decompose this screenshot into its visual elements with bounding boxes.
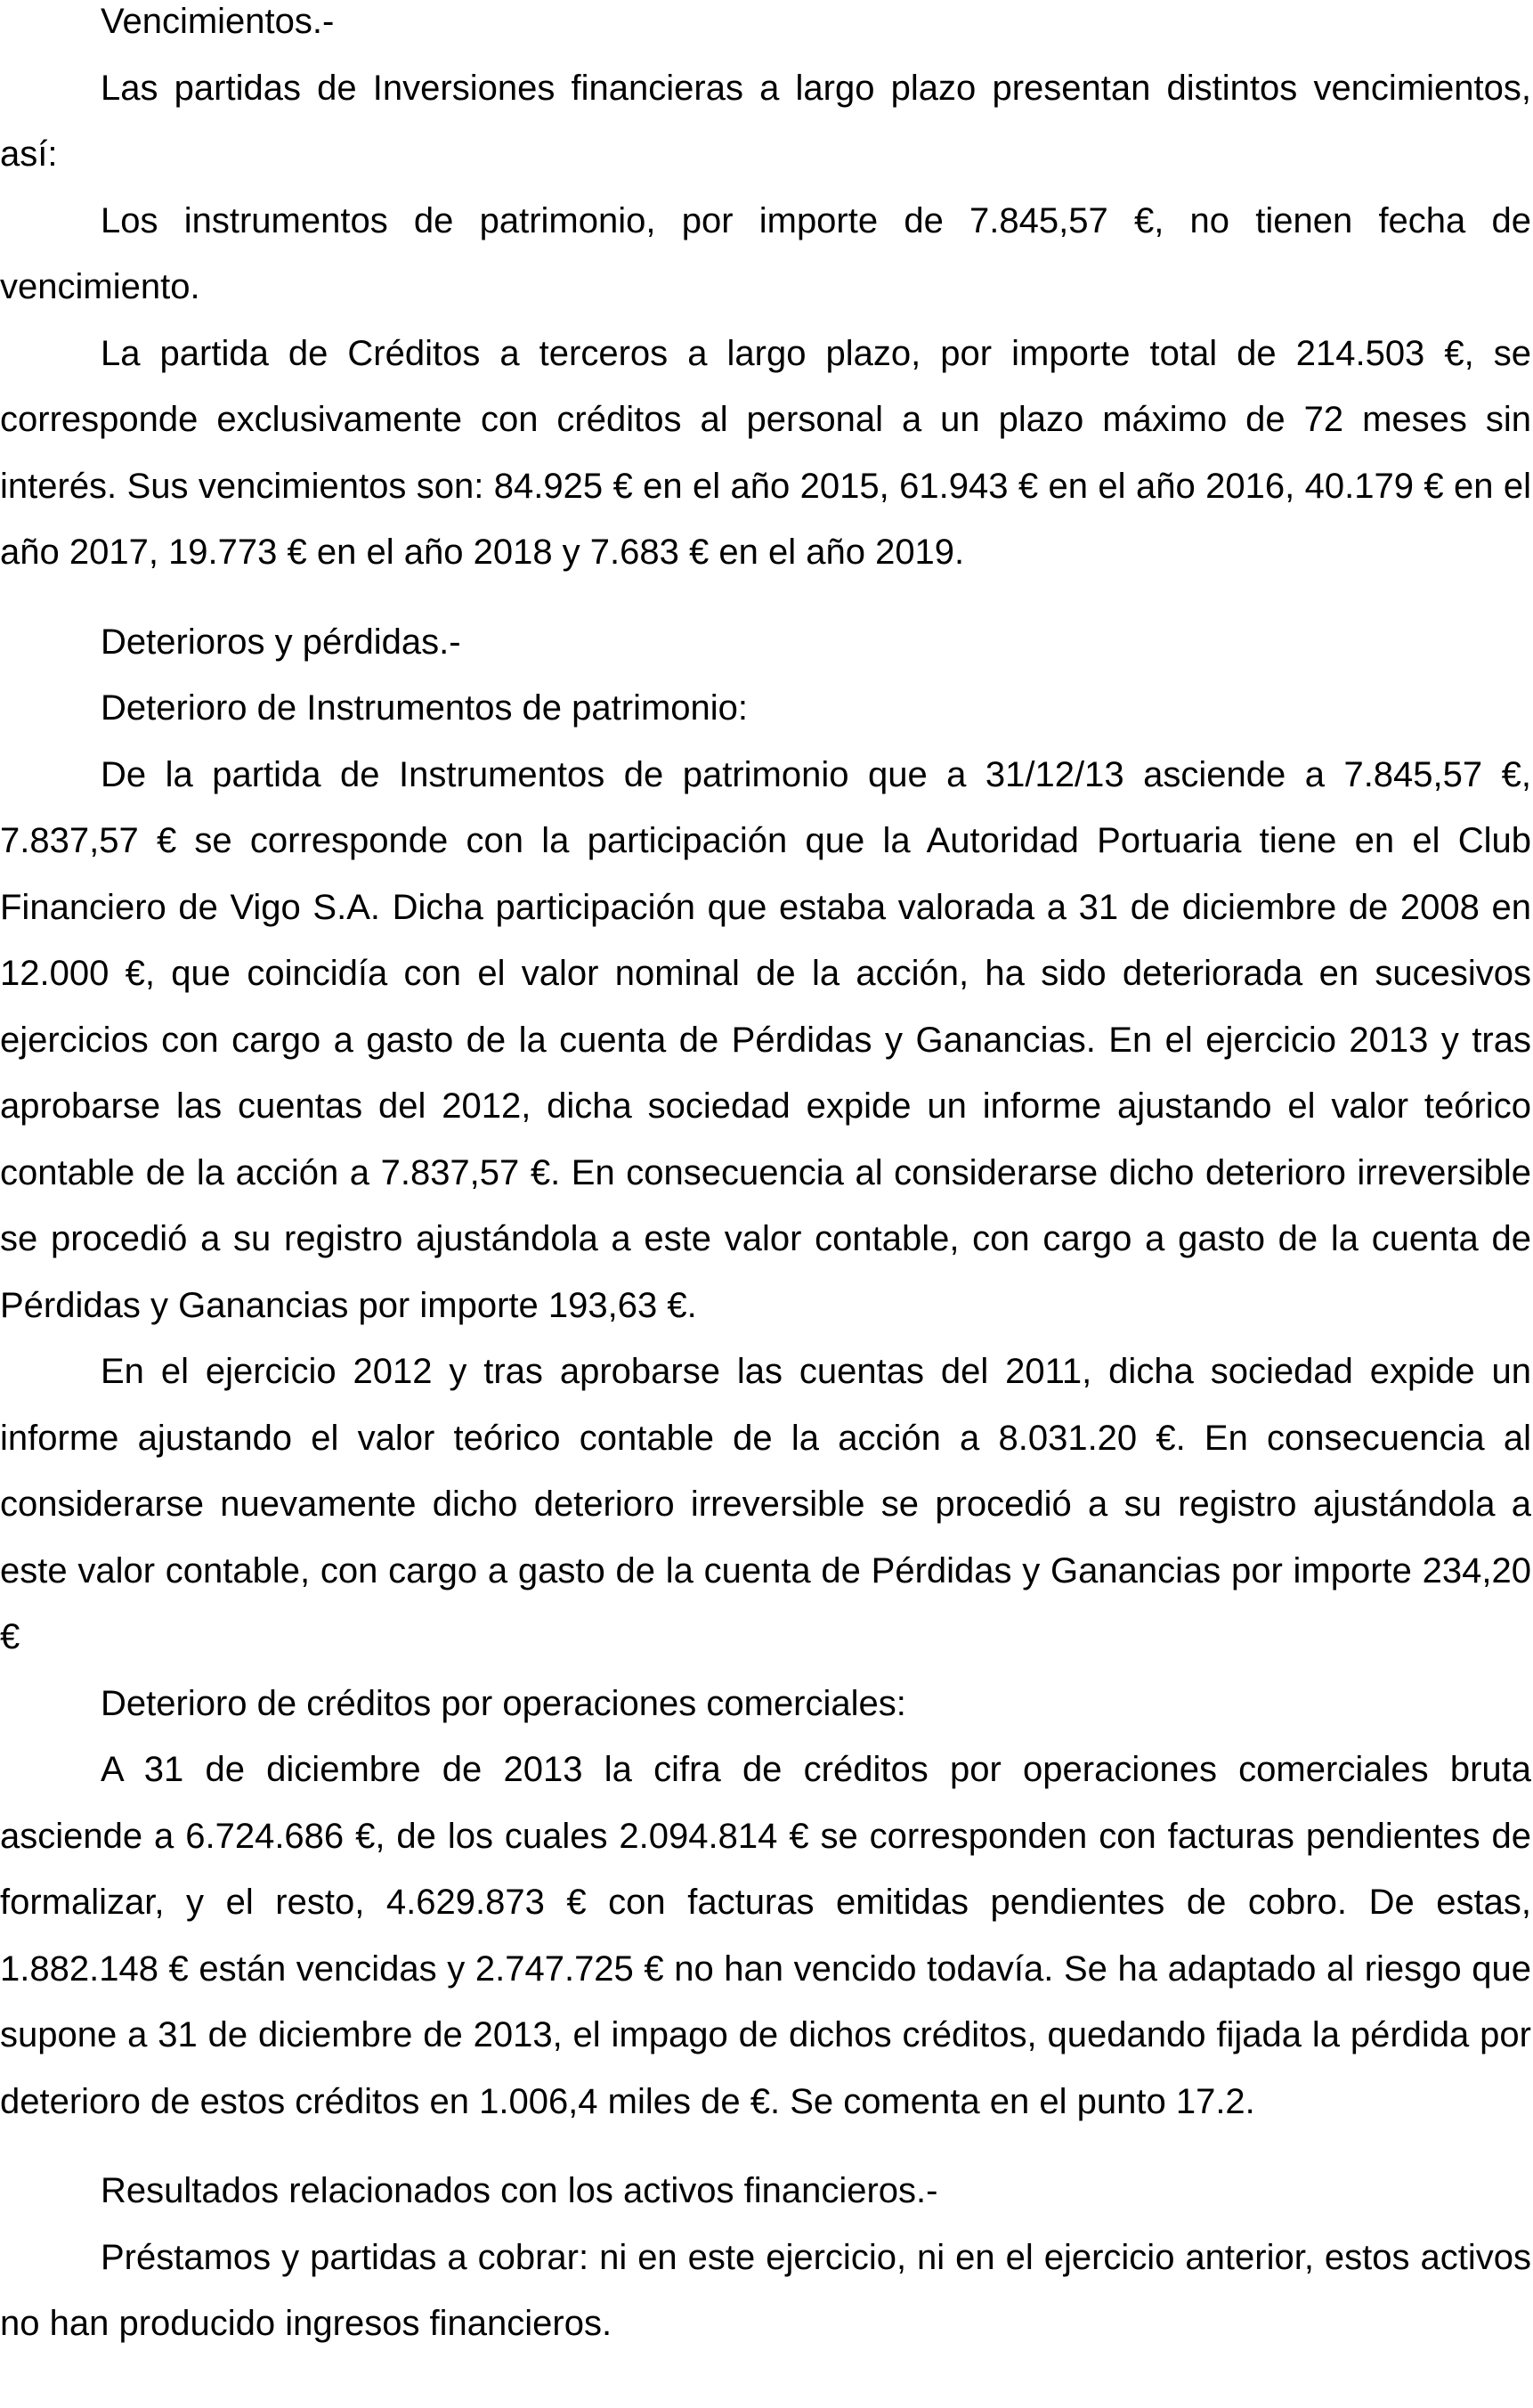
heading-deterioros-perdidas: Deterioros y pérdidas.- <box>101 622 461 662</box>
paragraph-inversiones-intro: Las partidas de Inversiones financieras a largo plazo presentan distintos vencimientos, así: <box>0 68 1531 174</box>
heading-vencimientos: Vencimientos.- <box>101 2 335 41</box>
spacer <box>0 586 1533 609</box>
paragraph-creditos-comerciales: A 31 de diciembre de 2013 la cifra de créditos por operaciones comerciales bruta asciende a 6.724.686 €, de los cuales 2.094.814 € se corresponden con facturas pendientes de formalizar, y el resto, 4.629.873 € con facturas emitidas pendientes de cobro. De estas, 1.882.148 € están vencidas y 2.747.725 € no han vencido todavía. Se ha adaptado al riesgo que supone a 31 de diciembre de 2013, el impago de dichos créditos, quedando fijada la pérdida por deterioro de estos créditos en 1.006,4 miles de €. Se comenta en el punto 17.2. <box>0 1750 1531 2121</box>
paragraph-creditos-terceros: La partida de Créditos a terceros a largo plazo, por importe total de 214.503 €, se corresponde exclusivamente con créditos al personal a un plazo máximo de 72 meses sin interés. Sus vencimientos son: 84.925 € en el año 2015, 61.943 € en el año 2016, 40.179 € en el año 2017, 19.773 € en el año 2018 y 7.683 € en el año 2019. <box>0 333 1531 572</box>
subheading-deterioro-creditos: Deterioro de créditos por operaciones comerciales: <box>101 1683 906 1723</box>
paragraph-instrumentos-patrimonio: Los instrumentos de patrimonio, por importe de 7.845,57 €, no tienen fecha de vencimiento. <box>0 200 1531 306</box>
subheading-deterioro-instrumentos: Deterioro de Instrumentos de patrimonio: <box>101 688 749 728</box>
paragraph-ejercicio-2012: En el ejercicio 2012 y tras aprobarse las cuentas del 2011, dicha sociedad expide un informe ajustando el valor teórico contable de la acción a 8.031.20 €. En consecuencia al considerarse nuevamente dicho deterioro irreversible se procedió a su registro ajustándola a este valor contable, con cargo a gasto de la cuenta de Pérdidas y Ganancias por importe 234,20 € <box>0 1352 1531 1656</box>
spacer <box>0 2135 1533 2158</box>
paragraph-prestamos-partidas: Préstamos y partidas a cobrar: ni en este ejercicio, ni en el ejercicio anterior, estos activos no han producido ingresos financieros. <box>0 2237 1531 2343</box>
heading-resultados-activos: Resultados relacionados con los activos financieros.- <box>101 2171 938 2210</box>
paragraph-club-financiero: De la partida de Instrumentos de patrimonio que a 31/12/13 asciende a 7.845,57 €, 7.837,57 € se corresponde con la participación que la Autoridad Portuaria tiene en el Club Financiero de Vigo S.A. Dicha participación que estaba valorada a 31 de diciembre de 2008 en 12.000 €, que coincidía con el valor nominal de la acción, ha sido deteriorada en sucesivos ejercicios con cargo a gasto de la cuenta de Pérdidas y Ganancias. En el ejercicio 2013 y tras aprobarse las cuentas del 2012, dicha sociedad expide un informe ajustando el valor teórico contable de la acción a 7.837,57 €. En consecuencia al considerarse dicho deterioro irreversible se procedió a su registro ajustándola a este valor contable, con cargo a gasto de la cuenta de Pérdidas y Ganancias por importe 193,63 €. <box>0 754 1531 1325</box>
